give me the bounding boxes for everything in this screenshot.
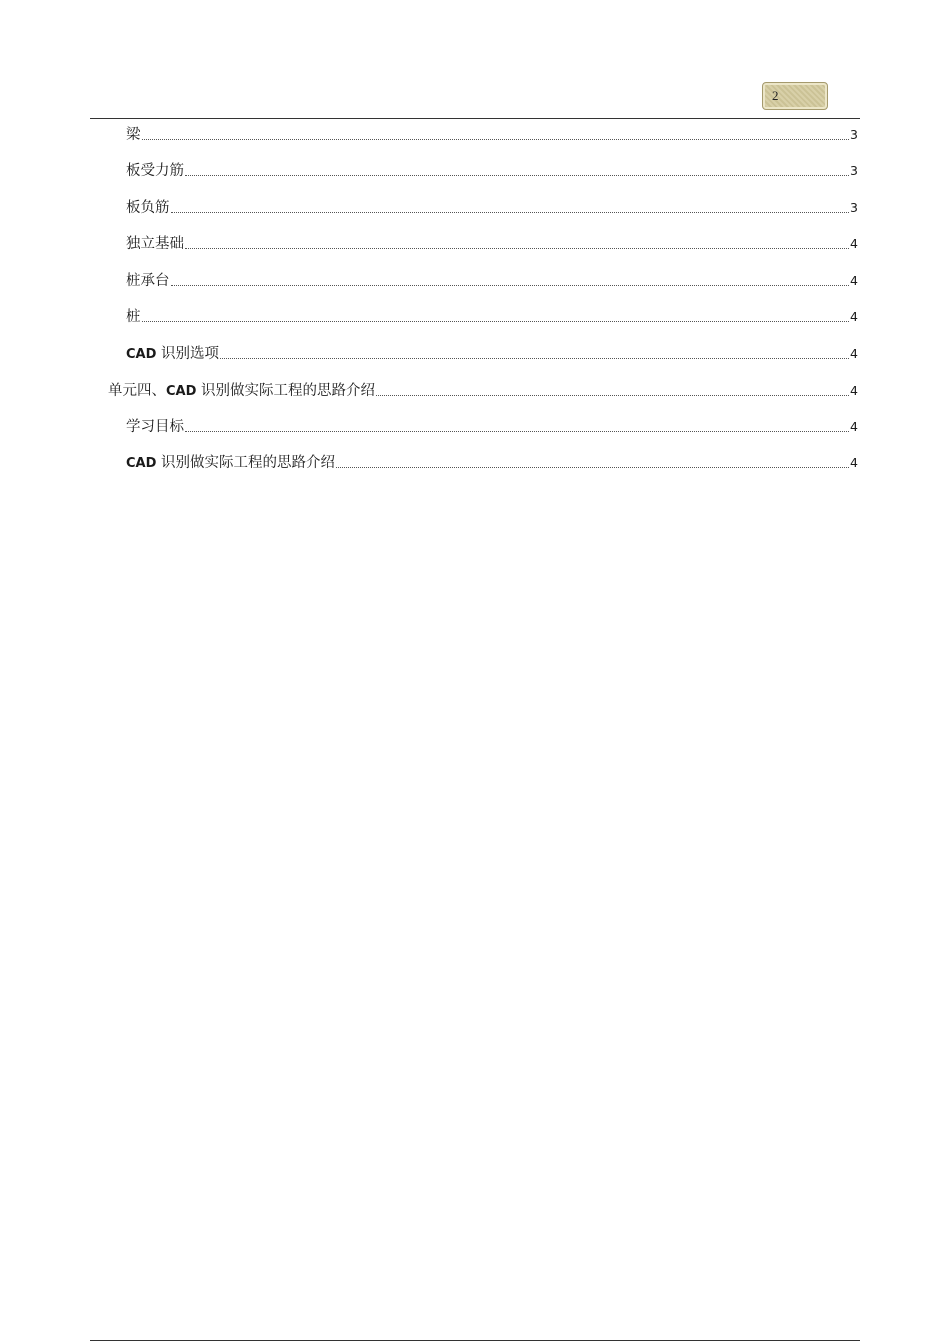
toc-page-number: 3 <box>850 200 858 215</box>
toc-entry-title: CAD 识别选项 <box>126 346 220 362</box>
header-rule <box>90 118 860 119</box>
toc-page-number: 4 <box>850 419 858 434</box>
toc-entry[interactable] <box>126 125 858 145</box>
toc-page-number: 4 <box>850 273 858 288</box>
toc-page-number: 4 <box>850 455 858 470</box>
toc-entry-title: 桩承台 <box>126 273 170 289</box>
page-number: 2 <box>772 88 779 103</box>
toc-leader <box>142 307 850 322</box>
toc-page-number: 4 <box>850 346 858 361</box>
toc-entry[interactable] <box>126 307 858 327</box>
toc-page-number: 3 <box>850 127 858 142</box>
toc-entry[interactable] <box>126 161 858 181</box>
footer-rule <box>90 1340 860 1341</box>
page-number-badge <box>762 82 828 110</box>
toc-entry[interactable] <box>126 198 858 218</box>
toc-entry-title: 板负筋 <box>126 200 170 216</box>
toc-leader <box>171 271 850 286</box>
toc-entry[interactable] <box>108 381 858 401</box>
toc-leader <box>376 381 849 396</box>
toc-entry[interactable] <box>126 344 858 364</box>
toc-leader <box>336 453 849 468</box>
toc-entry[interactable] <box>126 417 858 437</box>
toc-entry-title: 梁 <box>126 127 141 143</box>
toc-entry-title: 独立基础 <box>126 236 184 252</box>
toc-page-number: 4 <box>850 309 858 324</box>
toc-entry-title: 学习目标 <box>126 419 184 435</box>
toc-entry-title: CAD 识别做实际工程的思路介绍 <box>126 455 336 471</box>
toc-leader <box>220 344 849 359</box>
toc-leader <box>185 161 849 176</box>
toc-page-number: 3 <box>850 163 858 178</box>
toc-leader <box>171 198 850 213</box>
toc-entry[interactable] <box>126 271 858 291</box>
toc-entry-title: 单元四、CAD 识别做实际工程的思路介绍 <box>108 383 376 399</box>
toc-entry[interactable] <box>126 234 858 254</box>
toc-entry[interactable] <box>126 453 858 473</box>
toc-leader <box>185 417 849 432</box>
toc-entry-title: 桩 <box>126 309 141 325</box>
toc-entry-title: 板受力筋 <box>126 163 184 179</box>
toc-page-number: 4 <box>850 236 858 251</box>
toc-page-number: 4 <box>850 383 858 398</box>
toc-leader <box>185 234 849 249</box>
toc-leader <box>142 125 850 140</box>
